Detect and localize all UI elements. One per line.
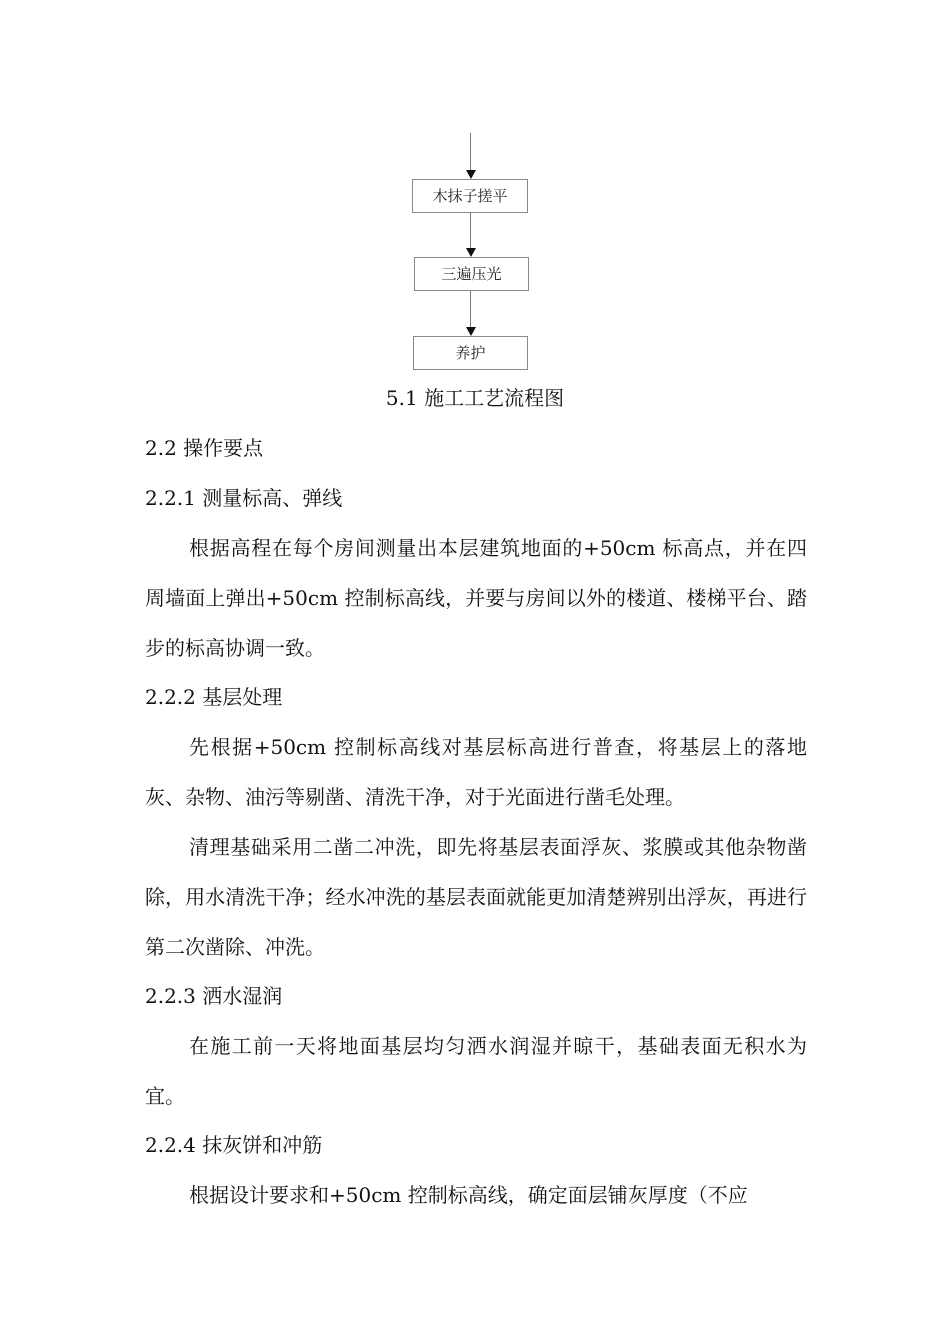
flow-step-triple-pressing — [414, 257, 529, 291]
flow-step-label: 养护 — [455, 343, 486, 362]
paragraph-surveying: 根据高程在每个房间测量出本层建筑地面的+50cm 标高点，并在四周墙面上弹出+50cm 控制标高线，并要与房间以外的楼道、楼梯平台、踏步的标高协调一致。 — [145, 536, 807, 660]
flow-arrow-line — [470, 291, 471, 328]
flow-step-label: 三遍压光 — [441, 264, 502, 283]
section-heading-2-2-1: 2.2.1 测量标高、弹线 — [145, 486, 343, 510]
process-flowchart — [0, 0, 950, 380]
flow-arrow-line — [470, 213, 471, 249]
flow-step-curing — [413, 336, 528, 370]
flowchart-caption: 5.1 施工工艺流程图 — [385, 386, 565, 410]
section-heading-2-2: 2.2 操作要点 — [145, 436, 264, 460]
flow-step-trowel-smoothing — [412, 179, 528, 213]
flow-arrow-head — [466, 170, 476, 179]
flow-arrow-line — [470, 133, 471, 171]
paragraph-wetting: 在施工前一天将地面基层均匀洒水润湿并晾干，基础表面无积水为宜。 — [145, 1034, 807, 1108]
flow-step-label: 木抹子搓平 — [432, 186, 508, 205]
paragraph-screeds: 根据设计要求和+50cm 控制标高线，确定面层铺灰厚度（不应 — [189, 1183, 748, 1207]
flow-arrow-head — [466, 327, 476, 336]
flow-arrow-head — [466, 248, 476, 257]
paragraph-base-treatment-1: 先根据+50cm 控制标高线对基层标高进行普查，将基层上的落地灰、杂物、油污等剔凿、清洗干净，对于光面进行凿毛处理。 — [145, 735, 807, 809]
paragraph-base-treatment-2: 清理基础采用二凿二冲洗，即先将基层表面浮灰、浆膜或其他杂物凿除，用水清洗干净；经水冲洗的基层表面就能更加清楚辨别出浮灰，再进行第二次凿除、冲洗。 — [145, 835, 807, 959]
section-heading-2-2-4: 2.2.4 抹灰饼和冲筋 — [145, 1133, 323, 1157]
section-heading-2-2-2: 2.2.2 基层处理 — [145, 685, 283, 709]
section-heading-2-2-3: 2.2.3 洒水湿润 — [145, 984, 283, 1008]
